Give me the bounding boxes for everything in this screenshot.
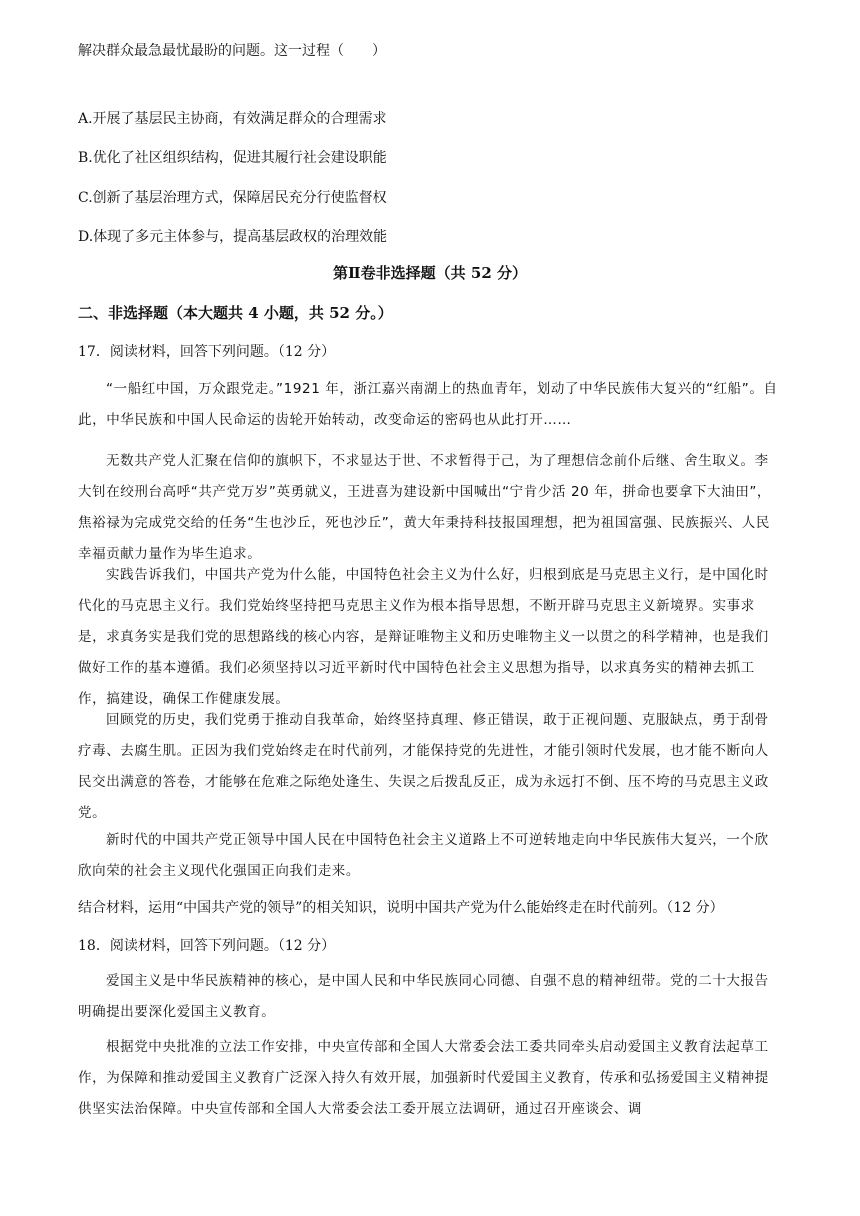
q17-material-paragraph-3: 实践告诉我们，中国共产党为什么能，中国特色社会主义为什么好，归根到底是马克思主义行，是中国化时代化的马克思主义行。我们党始终坚持把马克思主义作为根本指导思想，不断开辟马克思主义新境界。实事求是，求真务实是我们党的思想路线的核心内容，是辩证唯物主义和历史唯物主义一以贯之的科学精神，也是我们做好工作的基本遵循。我们必须坚持以习近平新时代中国特色社会主义思想为指导，以求真务实的精神去抓工作，搞建设，确保工作健康发展。 — [78, 567, 769, 707]
option-d: D.体现了多元主体参与，提高基层政权的治理效能 — [78, 229, 388, 245]
q17-material-paragraph-2: 无数共产党人汇聚在信仰的旗帜下，不求显达于世、不求暂得于己，为了理想信念前仆后继、舍生取义。李大钊在绞刑台高呼“共产党万岁”英勇就义，王进喜为建设新中国喊出“宁肯少活 20 年，拼命也要拿下大油田”，焦裕禄为完成党交给的任务“生也沙丘，死也沙丘”，黄大年秉持科技报国理想，把为祖国富强、民族振兴、人民幸福贡献力量作为毕生追求。 — [78, 453, 772, 562]
question-17-stem: 17．阅读材料，回答下列问题。（12 分） — [78, 344, 336, 360]
q18-material-paragraph-1: 爱国主义是中华民族精神的核心，是中国人民和中华民族同心同德、自强不息的精神纽带。党的二十大报告明确提出要深化爱国主义教育。 — [78, 973, 769, 1020]
option-a: A.开展了基层民主协商，有效满足群众的合理需求 — [78, 111, 387, 127]
question-17-prompt: 结合材料，运用“中国共产党的领导”的相关知识，说明中国共产党为什么能始终走在时代前列。（12 分） — [78, 900, 724, 916]
q17-material-paragraph-5: 新时代的中国共产党正领导中国人民在中国特色社会主义道路上不可逆转地走向中华民族伟大复兴，一个欣欣向荣的社会主义现代化强国正向我们走来。 — [78, 832, 769, 879]
q17-material-paragraph-1: “一船红中国，万众跟党走。”1921 年，浙江嘉兴南湖上的热血青年，划动了中华民族伟大复兴的“红船”。自此，中华民族和中国人民命运的齿轮开始转动，改变命运的密码也从此打开…… — [78, 381, 778, 428]
question-18-stem: 18．阅读材料，回答下列问题。（12 分） — [78, 938, 336, 954]
q18-material-paragraph-2: 根据党中央批准的立法工作安排，中央宣传部和全国人大常委会法工委共同牵头启动爱国主义教育法起草工作，为保障和推动爱国主义教育广泛深入持久有效开展，加强新时代爱国主义教育，传承和弘扬爱国主义精神提供坚实法治保障。中央宣传部和全国人大常委会法工委开展立法调研，通过召开座谈会、调 — [78, 1039, 769, 1117]
q17-material-paragraph-4: 回顾党的历史，我们党勇于推动自我革命，始终坚持真理、修正错误，敢于正视问题、克服缺点，勇于刮骨疗毒、去腐生肌。正因为我们党始终走在时代前列，才能保持党的先进性，才能引领时代发展，也才能不断向人民交出满意的答卷，才能够在危难之际绝处逢生、失误之后拨乱反正，成为永远打不倒、压不垮的马克思主义政党。 — [78, 712, 769, 821]
option-c: C.创新了基层治理方式，保障居民充分行使监督权 — [78, 190, 387, 206]
part-heading: 二、非选择题（本大题共 4 小题，共 52 分。） — [78, 304, 393, 322]
question-16-tail: 解决群众最急最忧最盼的问题。这一过程（ ） — [78, 43, 386, 59]
option-b: B.优化了社区组织结构，促进其履行社会建设职能 — [78, 150, 387, 166]
section-title: 第Ⅱ卷非选择题（共 52 分） — [333, 264, 527, 282]
